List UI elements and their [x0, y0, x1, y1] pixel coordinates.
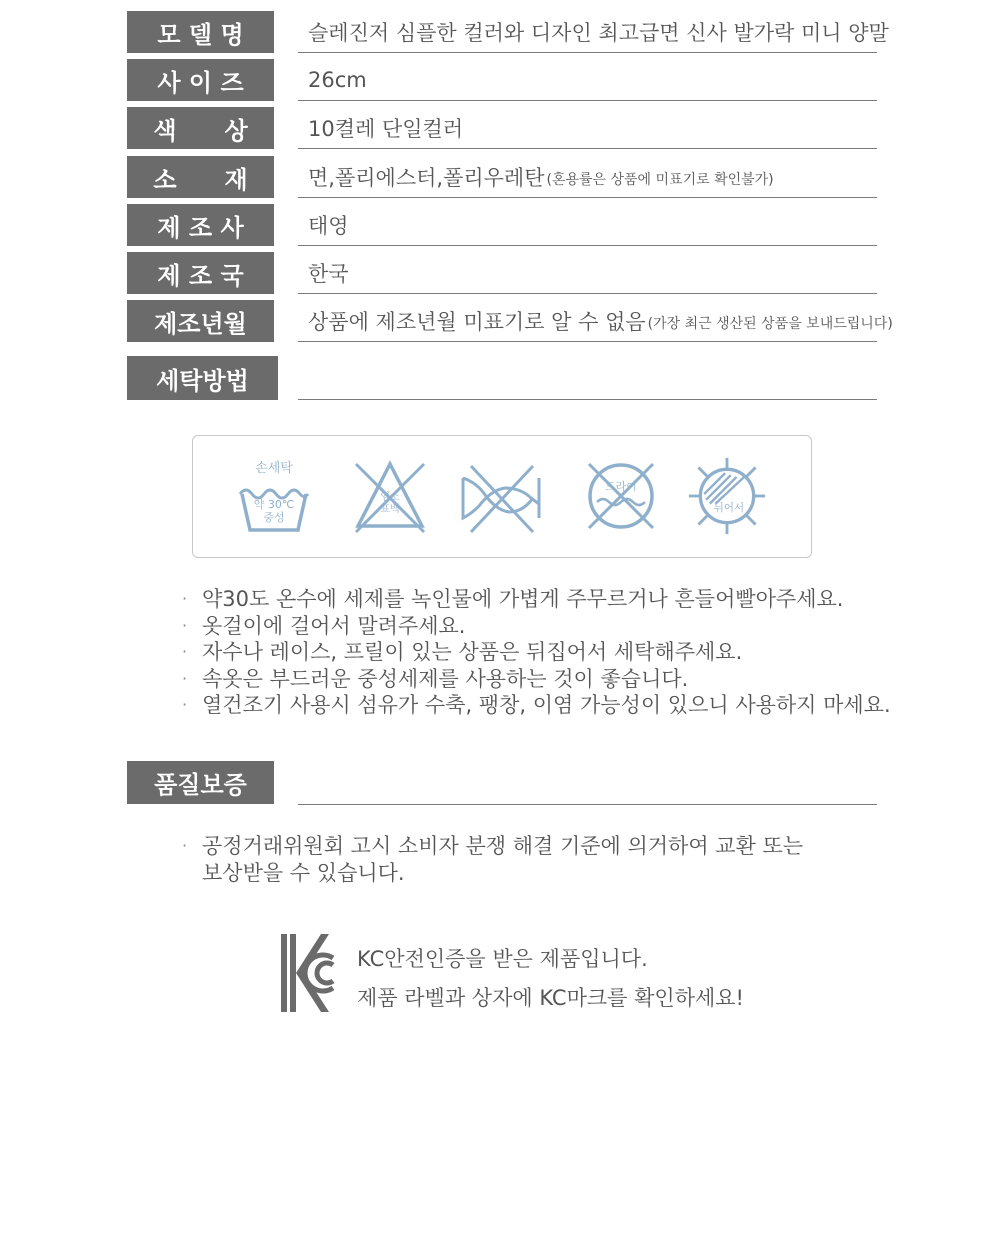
divider — [298, 399, 877, 400]
kc-mark-icon — [279, 932, 335, 1014]
spec-value: 상품에 제조년월 미표기로 알 수 없음 (가장 최근 생산된 상품을 보내드립니다) — [298, 300, 877, 342]
bullet-mark: · — [182, 589, 188, 608]
spec-label: 모 델 명 — [127, 11, 274, 53]
spec-label: 제조년월 — [127, 300, 274, 342]
bullet-mark: · — [182, 642, 188, 661]
bullet-mark: · — [182, 615, 188, 635]
section-title: 세탁방법 — [127, 356, 278, 400]
divider — [298, 804, 877, 805]
list-item: · 속옷은 부드러운 중성세제를 사용하는 것이 좋습니다. — [182, 666, 689, 691]
bullet-mark: · — [182, 668, 188, 688]
spec-row-color — [127, 107, 877, 151]
spec-label: 제 조 국 — [127, 252, 274, 294]
care-text: 손세탁 — [255, 461, 293, 476]
sun-dry-icon — [687, 454, 767, 538]
care-text: 드라이 — [605, 480, 637, 493]
spec-row-date — [127, 300, 893, 344]
kc-notice-line1: KC안전인증을 받은 제품입니다. — [357, 947, 648, 971]
no-bleach-icon — [350, 454, 430, 538]
no-wring-icon — [461, 454, 541, 538]
quality-section-header — [127, 761, 877, 805]
care-text: 중성 — [263, 511, 285, 524]
spec-label: 사 이 즈 — [127, 59, 274, 101]
care-symbols-panel — [192, 435, 812, 558]
bullet-mark: · — [182, 695, 188, 714]
list-item: · 공정거래위원회 고시 소비자 분쟁 해결 기준에 의거하여 교환 또는 — [182, 834, 804, 858]
list-item: · 자수나 레이스, 프릴이 있는 상품은 뒤집어서 세탁해주세요. — [182, 640, 743, 664]
care-text: 염소 — [380, 492, 400, 503]
spec-note: (혼용률은 상품에 미표기로 확인불가) — [546, 171, 774, 188]
hand-wash-icon — [234, 454, 314, 538]
spec-row-material — [127, 156, 877, 200]
quality-guarantee — [182, 833, 803, 886]
list-item: · 열건조기 사용시 섬유가 수축, 팽창, 이염 가능성이 있으니 사용하지 마세요. — [182, 693, 891, 717]
bullet-mark: · — [182, 836, 188, 855]
spec-value: 슬레진저 심플한 컬러와 디자인 최고급면 신사 발가락 미니 양말 — [298, 11, 877, 53]
list-item: 보상받을 수 있습니다. — [202, 860, 405, 885]
spec-row-manufacturer — [127, 204, 877, 248]
spec-row-model — [127, 11, 889, 55]
spec-value: 면,폴리에스터,폴리우레탄 (혼용률은 상품에 미표기로 확인불가) — [298, 156, 877, 198]
care-text: 약 30℃ — [253, 498, 295, 511]
list-item: · 약30도 온수에 세제를 녹인물에 가볍게 주무르거나 흔들어빨아주세요. — [182, 587, 844, 611]
no-dry-clean-icon — [581, 454, 661, 538]
washing-instructions — [182, 586, 891, 719]
spec-row-country — [127, 252, 877, 296]
spec-value: 26cm — [298, 59, 877, 101]
spec-row-size — [127, 59, 877, 103]
spec-value: 한국 — [298, 252, 877, 294]
section-title: 품질보증 — [127, 761, 274, 804]
spec-label: 제 조 사 — [127, 204, 274, 246]
spec-label: 소 재 — [127, 156, 274, 198]
care-text: 뉘어서 — [713, 502, 745, 515]
spec-note: (가장 최근 생산된 상품을 보내드립니다) — [647, 315, 893, 332]
washing-section-header — [127, 356, 877, 400]
spec-value: 태영 — [298, 204, 877, 246]
list-item: · 옷걸이에 걸어서 말려주세요. — [182, 613, 466, 638]
spec-value: 10켤레 단일컬러 — [298, 107, 877, 149]
kc-notice-line2: 제품 라벨과 상자에 KC마크를 확인하세요! — [357, 986, 744, 1010]
care-text: 표백 — [380, 504, 400, 515]
spec-label: 색 상 — [127, 107, 274, 149]
